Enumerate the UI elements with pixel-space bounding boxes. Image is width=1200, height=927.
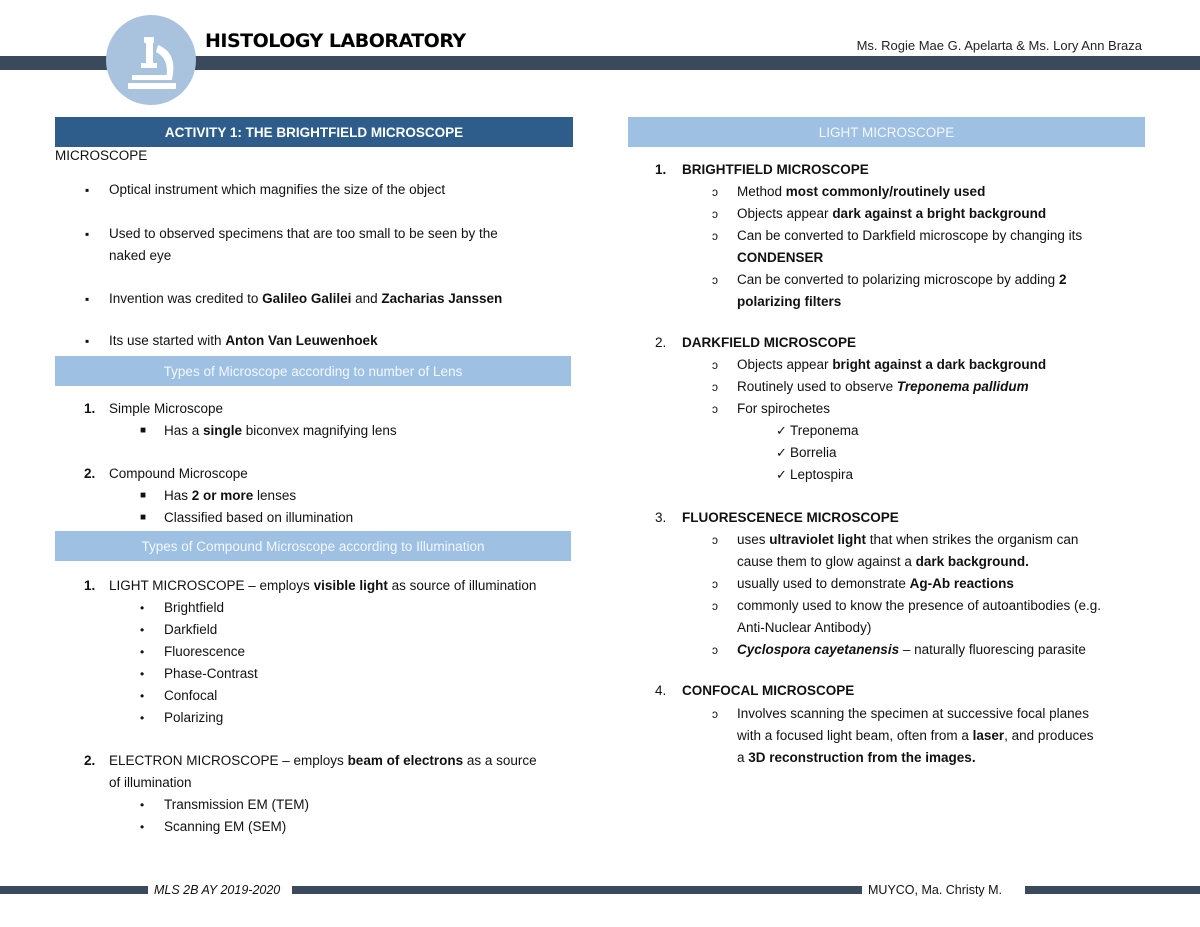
- square-bullet-icon: ■: [140, 425, 147, 436]
- microscope-icon: [106, 15, 196, 105]
- footer-class: MLS 2B AY 2019-2020: [154, 883, 281, 897]
- list-number: 2.: [84, 753, 96, 768]
- lens-banner: Types of Microscope according to number of Lens: [55, 356, 571, 386]
- light-microscope-item: LIGHT MICROSCOPE – employs visible light as source of illumination: [109, 578, 537, 593]
- square-bullet-icon: ■: [140, 512, 147, 523]
- activity-banner: ACTIVITY 1: THE BRIGHTFIELD MICROSCOPE: [55, 117, 573, 147]
- arrow-bullet-icon: ↄ: [712, 599, 718, 613]
- intro-item: Used to observed specimens that are too small to be seen by the: [109, 226, 498, 241]
- list-item: Transmission EM (TEM): [164, 797, 310, 812]
- fluorescence-item: uses ultraviolet light that when strikes the organism can: [737, 532, 1079, 547]
- bullet-icon: ▪: [85, 183, 90, 197]
- brightfield-item: Can be converted to polarizing microscope by adding 2: [737, 272, 1067, 287]
- list-item: Brightfield: [164, 600, 225, 615]
- bullet-icon: •: [140, 820, 145, 834]
- bullet-icon: ▪: [85, 334, 90, 348]
- bullet-icon: •: [140, 711, 145, 725]
- footer-bar-right: [1025, 886, 1200, 894]
- bullet-icon: •: [140, 601, 145, 615]
- bullet-icon: •: [140, 645, 145, 659]
- simple-detail: Has a single biconvex magnifying lens: [164, 423, 397, 438]
- header-authors: Ms. Rogie Mae G. Apelarta & Ms. Lory Ann Braza: [856, 38, 1142, 53]
- darkfield-item: For spirochetes: [737, 401, 831, 416]
- brightfield-item: Objects appear dark against a bright background: [737, 206, 1047, 221]
- header-bar-left: [0, 56, 108, 70]
- fluorescence-item: usually used to demonstrate Ag-Ab reactions: [737, 576, 1014, 591]
- arrow-bullet-icon: ↄ: [712, 207, 718, 221]
- brightfield-item-cont: polarizing filters: [737, 294, 842, 309]
- check-icon: ✓: [776, 467, 787, 482]
- intro-item-cont: naked eye: [109, 248, 172, 263]
- darkfield-item: Objects appear bright against a dark background: [737, 357, 1047, 372]
- fluorescence-item: commonly used to know the presence of autoantibodies (e.g.: [737, 598, 1101, 613]
- bullet-icon: ▪: [85, 227, 90, 241]
- bullet-icon: ▪: [85, 292, 90, 306]
- arrow-bullet-icon: ↄ: [712, 358, 718, 372]
- spirochete-item: Borrelia: [790, 445, 837, 460]
- arrow-bullet-icon: ↄ: [712, 402, 718, 416]
- list-item: Confocal: [164, 688, 218, 703]
- darkfield-item: Routinely used to observe Treponema pallidum: [737, 379, 1029, 394]
- intro-item: Invention was credited to Galileo Galilei and Zacharias Janssen: [109, 291, 503, 306]
- footer-author: MUYCO, Ma. Christy M.: [868, 883, 1003, 897]
- arrow-bullet-icon: ↄ: [712, 380, 718, 394]
- square-bullet-icon: ■: [140, 490, 147, 501]
- intro-item: Its use started with Anton Van Leuwenhoek: [109, 333, 378, 348]
- list-item: Phase-Contrast: [164, 666, 258, 681]
- logo: [106, 15, 196, 105]
- arrow-bullet-icon: ↄ: [712, 577, 718, 591]
- fluorescence-item-cont: cause them to glow against a dark background.: [737, 554, 1029, 569]
- check-icon: ✓: [776, 423, 787, 438]
- illumination-banner: Types of Compound Microscope according to Illumination: [55, 531, 571, 561]
- electron-microscope-item: ELECTRON MICROSCOPE – employs beam of electrons as a source: [109, 753, 537, 768]
- spirochete-item: Leptospira: [790, 467, 854, 482]
- list-item: Polarizing: [164, 710, 224, 725]
- footer-bar-middle: [292, 886, 862, 894]
- simple-microscope: Simple Microscope: [109, 401, 224, 416]
- confocal-item: Involves scanning the specimen at successive focal planes: [737, 706, 1089, 721]
- compound-detail: Has 2 or more lenses: [164, 488, 297, 503]
- compound-microscope: Compound Microscope: [109, 466, 248, 481]
- light-microscope-banner: LIGHT MICROSCOPE: [628, 117, 1145, 147]
- footer-bar-left: [0, 886, 148, 894]
- header-title: HISTOLOGY LABORATORY: [205, 30, 466, 52]
- list-item: Fluorescence: [164, 644, 246, 659]
- confocal-item-cont: with a focused light beam, often from a laser, and produces: [737, 728, 1094, 743]
- brightfield-item: Method most commonly/routinely used: [737, 184, 986, 199]
- electron-microscope-cont: of illumination: [109, 775, 192, 790]
- list-item: Darkfield: [164, 622, 218, 637]
- bullet-icon: •: [140, 689, 145, 703]
- bullet-icon: •: [140, 667, 145, 681]
- list-number: 3.: [655, 510, 667, 525]
- arrow-bullet-icon: ↄ: [712, 229, 718, 243]
- confocal-item-cont: a 3D reconstruction from the images.: [737, 750, 976, 765]
- fluorescence-item: Cyclospora cayetanensis – naturally fluorescing parasite: [737, 642, 1086, 657]
- fluorescence-title: FLUORESCENECE MICROSCOPE: [682, 510, 899, 525]
- arrow-bullet-icon: ↄ: [712, 185, 718, 199]
- brightfield-title: BRIGHTFIELD MICROSCOPE: [682, 162, 869, 177]
- list-item: Scanning EM (SEM): [164, 819, 287, 834]
- confocal-title: CONFOCAL MICROSCOPE: [682, 683, 855, 698]
- spirochete-item: Treponema: [790, 423, 859, 438]
- header-bar-right: [195, 56, 1200, 70]
- bullet-icon: •: [140, 623, 145, 637]
- arrow-bullet-icon: ↄ: [712, 273, 718, 287]
- arrow-bullet-icon: ↄ: [712, 643, 718, 657]
- bullet-icon: •: [140, 798, 145, 812]
- check-icon: ✓: [776, 445, 787, 460]
- microscope-heading: MICROSCOPE: [55, 148, 148, 163]
- list-number: 2.: [84, 466, 96, 481]
- list-number: 1.: [84, 401, 96, 416]
- list-number: 2.: [655, 335, 667, 350]
- list-number: 1.: [84, 578, 96, 593]
- intro-item: Optical instrument which magnifies the size of the object: [109, 182, 446, 197]
- darkfield-title: DARKFIELD MICROSCOPE: [682, 335, 857, 350]
- brightfield-item-cont: CONDENSER: [737, 250, 824, 265]
- compound-detail: Classified based on illumination: [164, 510, 354, 525]
- fluorescence-item-cont: Anti-Nuclear Antibody): [737, 620, 872, 635]
- list-number: 1.: [655, 162, 667, 177]
- arrow-bullet-icon: ↄ: [712, 707, 718, 721]
- arrow-bullet-icon: ↄ: [712, 533, 718, 547]
- brightfield-item: Can be converted to Darkfield microscope by changing its: [737, 228, 1083, 243]
- list-number: 4.: [655, 683, 667, 698]
